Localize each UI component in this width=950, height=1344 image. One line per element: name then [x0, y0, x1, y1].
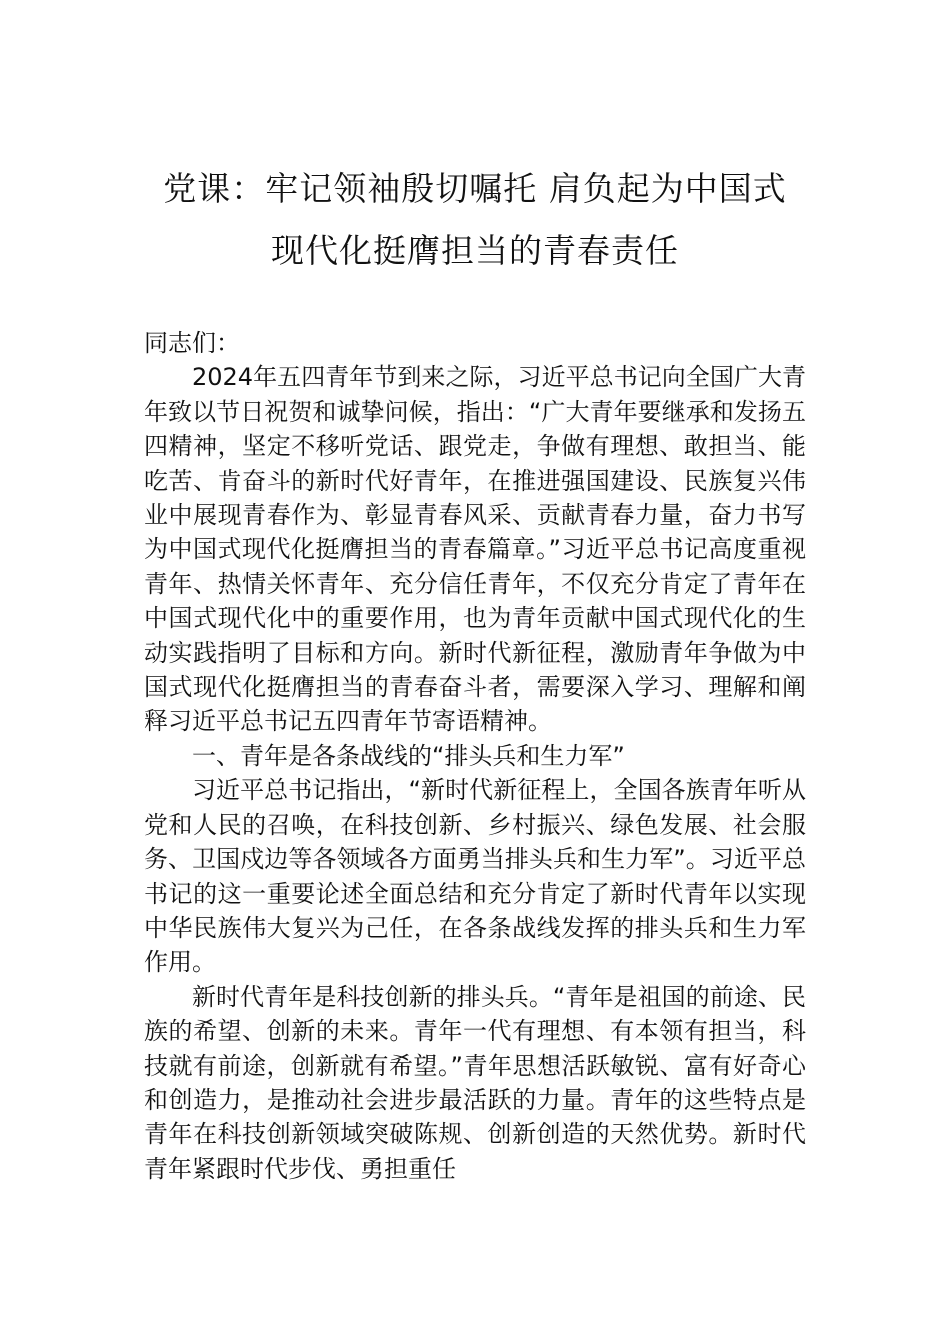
paragraph-intro: 2024年五四青年节到来之际，习近平总书记向全国广大青年致以节日祝贺和诚挚问候，指出：“广大青年要继承和发扬五四精神，坚定不移听党话、跟党走，争做有理想、敢担当、能吃苦、肯奋斗的新时代好青年，在推进强国建设、民族复兴伟业中展现青春作为、彰显青春风采、贡献青春力量，奋力书写为中国式现代化挺膺担当的青春篇章。”习近平总书记高度重视青年、热情关怀青年、充分信任青年，不仅充分肯定了青年在中国式现代化中的重要作用，也为青年贡献中国式现代化的生动实践指明了目标和方向。新时代新征程，激励青年争做为中国式现代化挺膺担当的青春奋斗者，需要深入学习、理解和阐释习近平总书记五四青年节寄语精神。: [144, 363, 806, 736]
greeting: 同志们：: [144, 329, 240, 357]
document-title: [140, 158, 810, 282]
document-body: [144, 326, 806, 1186]
section-heading-1: 一、青年是各条战线的“排头兵和生力军”: [192, 741, 625, 770]
paragraph-section1-1: 习近平总书记指出，“新时代新征程上，全国各族青年听从党和人民的召唤，在科技创新、乡村振兴、绿色发展、社会服务、卫国戍边等各领域各方面勇当排头兵和生力军”。习近平总书记的这一重要论述全面总结和充分肯定了新时代青年以实现中华民族伟大复兴为己任，在各条战线发挥的排头兵和生力军作用。: [144, 776, 806, 977]
paragraph-section1-2: 新时代青年是科技创新的排头兵。“青年是祖国的前途、民族的希望、创新的未来。青年一代有理想、有本领有担当，科技就有前途，创新就有希望。”青年思想活跃敏锐、富有好奇心和创造力，是推动社会进步最活跃的力量。青年的这些特点是青年在科技创新领域突破陈规、创新创造的天然优势。新时代青年紧跟时代步伐、勇担重任: [144, 982, 806, 1183]
title-line-1: 党课：牢记领袖殷切嘱托 肩负起为中国式: [163, 169, 787, 208]
title-line-2: 现代化挺膺担当的青春责任: [271, 231, 679, 270]
